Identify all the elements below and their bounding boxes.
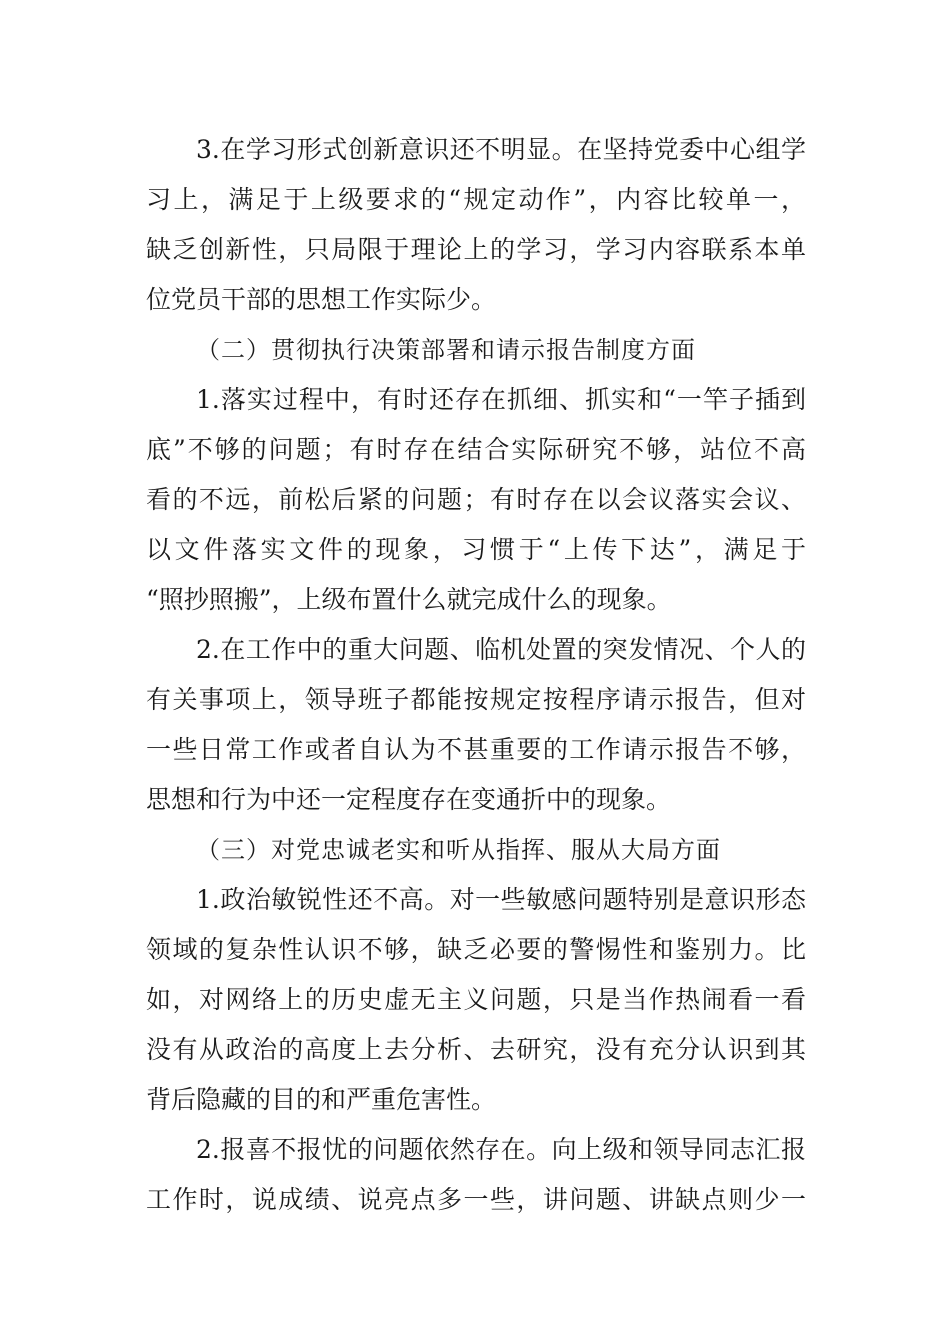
paragraph-line: 没有从政治的高度上去分析、去研究，没有充分认识到其	[146, 1035, 806, 1064]
paragraph-line: 位党员干部的思想工作实际少。	[146, 285, 497, 314]
paragraph-line: 背后隐藏的目的和严重危害性。	[146, 1085, 497, 1114]
paragraph-line: 1.落实过程中，有时还存在抓细、抓实和“一竿子插到	[196, 385, 806, 414]
paragraph-line: 如，对网络上的历史虚无主义问题，只是当作热闹看一看	[146, 985, 806, 1014]
paragraph-line: 领域的复杂性认识不够，缺乏必要的警惕性和鉴别力。比	[146, 935, 806, 964]
paragraph-line: 思想和行为中还一定程度存在变通折中的现象。	[146, 785, 672, 814]
paragraph-line: 1.政治敏锐性还不高。对一些敏感问题特别是意识形态	[196, 885, 806, 914]
paragraph-line: 看的不远，前松后紧的问题；有时存在以会议落实会议、	[146, 485, 806, 514]
paragraph-line: 2.在工作中的重大问题、临机处置的突发情况、个人的	[196, 635, 806, 664]
paragraph-line: 3.在学习形式创新意识还不明显。在坚持党委中心组学	[196, 135, 806, 164]
paragraph-line: “照抄照搬”，上级布置什么就完成什么的现象。	[146, 585, 672, 614]
paragraph-line: 工作时，说成绩、说亮点多一些，讲问题、讲缺点则少一	[146, 1185, 806, 1214]
section-heading: （二）贯彻执行决策部署和请示报告制度方面	[196, 336, 696, 364]
paragraph-line: 习上，满足于上级要求的“规定动作”，内容比较单一，	[146, 185, 806, 214]
paragraph-line: 底”不够的问题；有时存在结合实际研究不够，站位不高	[146, 435, 806, 464]
section-heading: （三）对党忠诚老实和听从指挥、服从大局方面	[196, 836, 721, 864]
paragraph-line: 2.报喜不报忧的问题依然存在。向上级和领导同志汇报	[196, 1135, 806, 1164]
paragraph-line: 以文件落实文件的现象，习惯于“上传下达”，满足于	[146, 535, 806, 564]
paragraph-line: 缺乏创新性，只局限于理论上的学习，学习内容联系本单	[146, 235, 806, 264]
paragraph-line: 一些日常工作或者自认为不甚重要的工作请示报告不够，	[146, 735, 806, 764]
paragraph-line: 有关事项上，领导班子都能按规定按程序请示报告，但对	[146, 685, 806, 714]
